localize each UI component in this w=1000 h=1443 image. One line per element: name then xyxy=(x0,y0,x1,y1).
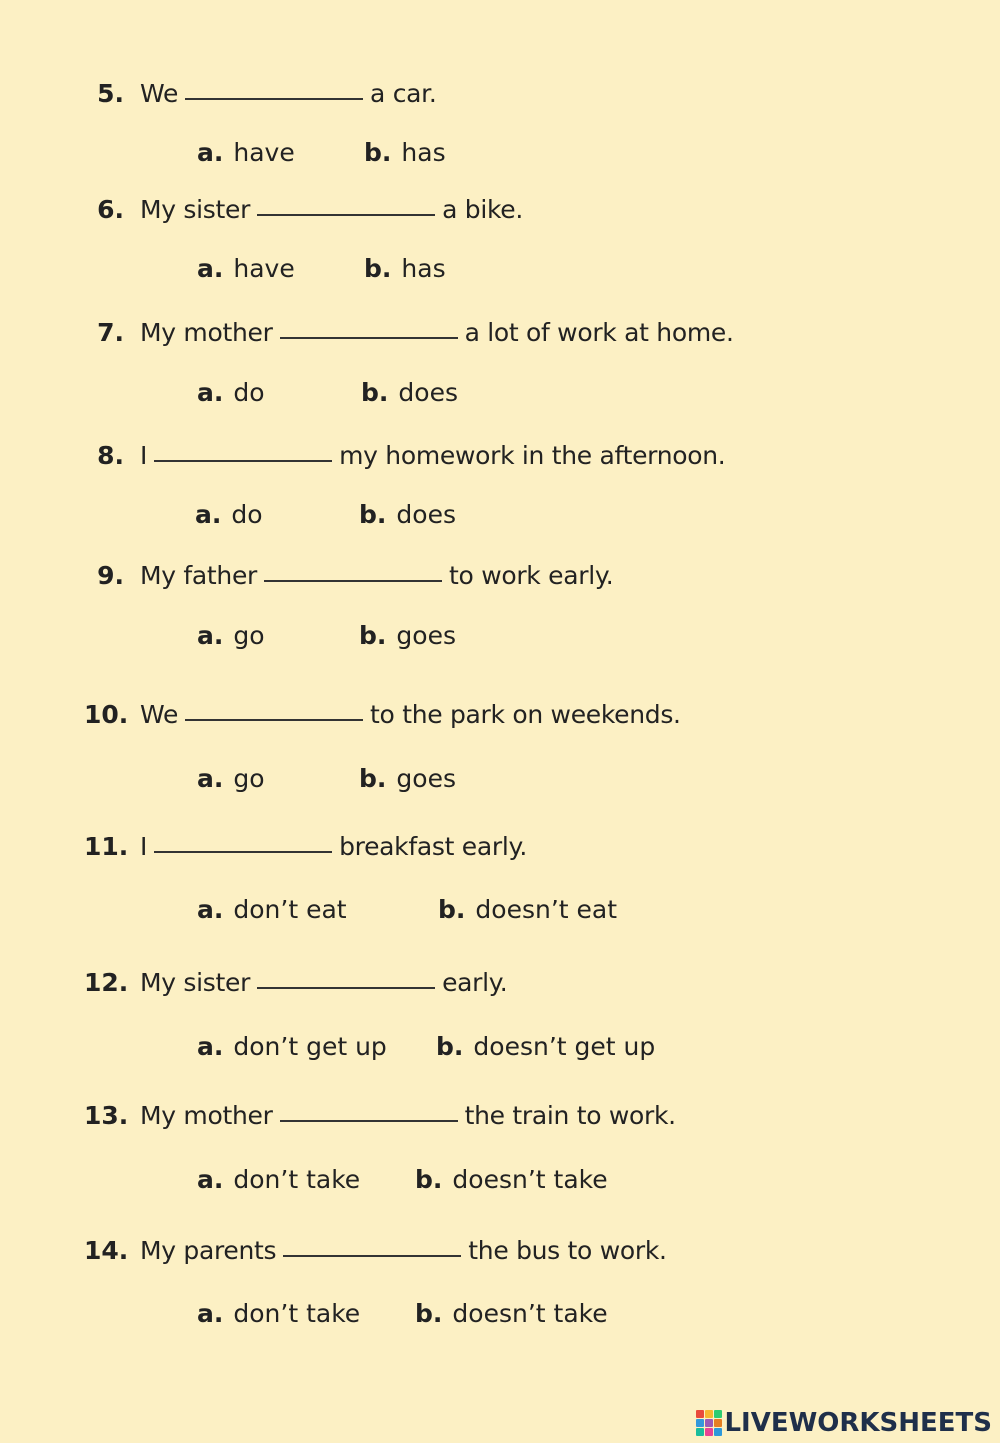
question-number: 7. xyxy=(97,318,124,347)
question-number: 12. xyxy=(84,968,129,997)
question-number: 8. xyxy=(97,441,124,470)
option-b[interactable]: b. does xyxy=(359,500,456,529)
question-number: 13. xyxy=(84,1101,129,1130)
option-a[interactable]: a. don’t take xyxy=(197,1299,361,1328)
option-b[interactable]: b. has xyxy=(364,254,446,283)
answer-blank[interactable] xyxy=(185,98,363,100)
question-text: My sister a bike. xyxy=(140,195,523,224)
option-a[interactable]: a. do xyxy=(195,500,263,529)
question-text: We a car. xyxy=(140,79,437,108)
question-text: I my homework in the afternoon. xyxy=(140,441,726,470)
question-number: 10. xyxy=(84,700,129,729)
option-a[interactable]: a. do xyxy=(197,378,265,407)
option-a[interactable]: a. don’t take xyxy=(197,1165,361,1194)
question-number: 14. xyxy=(84,1236,129,1265)
answer-blank[interactable] xyxy=(154,460,332,462)
answer-blank[interactable] xyxy=(185,719,363,721)
answer-blank[interactable] xyxy=(280,337,458,339)
question-text: I breakfast early. xyxy=(140,832,528,861)
question-number: 9. xyxy=(97,561,124,590)
question-text: My parents the bus to work. xyxy=(140,1236,667,1265)
option-b[interactable]: b. doesn’t take xyxy=(415,1165,608,1194)
question-text: My mother the train to work. xyxy=(140,1101,676,1130)
logo-text: LIVEWORKSHEETS xyxy=(724,1408,992,1438)
answer-blank[interactable] xyxy=(257,987,435,989)
option-b[interactable]: b. doesn’t take xyxy=(415,1299,608,1328)
question-text: My sister early. xyxy=(140,968,508,997)
option-b[interactable]: b. does xyxy=(361,378,458,407)
option-b[interactable]: b. goes xyxy=(359,764,456,793)
answer-blank[interactable] xyxy=(280,1120,458,1122)
answer-blank[interactable] xyxy=(257,214,435,216)
logo-mark-icon xyxy=(696,1410,722,1436)
answer-blank[interactable] xyxy=(154,851,332,853)
question-text: My father to work early. xyxy=(140,561,614,590)
option-a[interactable]: a. have xyxy=(197,138,295,167)
option-b[interactable]: b. goes xyxy=(359,621,456,650)
option-b[interactable]: b. doesn’t get up xyxy=(436,1032,656,1061)
option-a[interactable]: a. go xyxy=(197,764,265,793)
answer-blank[interactable] xyxy=(264,580,442,582)
question-number: 5. xyxy=(97,79,124,108)
option-b[interactable]: b. has xyxy=(364,138,446,167)
option-a[interactable]: a. don’t get up xyxy=(197,1032,387,1061)
liveworksheets-logo[interactable] xyxy=(696,1407,992,1439)
question-number: 11. xyxy=(84,832,129,861)
question-text: We to the park on weekends. xyxy=(140,700,681,729)
answer-blank[interactable] xyxy=(283,1255,461,1257)
option-a[interactable]: a. have xyxy=(197,254,295,283)
question-number: 6. xyxy=(97,195,124,224)
option-a[interactable]: a. go xyxy=(197,621,265,650)
option-b[interactable]: b. doesn’t eat xyxy=(438,895,618,924)
option-a[interactable]: a. don’t eat xyxy=(197,895,347,924)
question-text: My mother a lot of work at home. xyxy=(140,318,734,347)
